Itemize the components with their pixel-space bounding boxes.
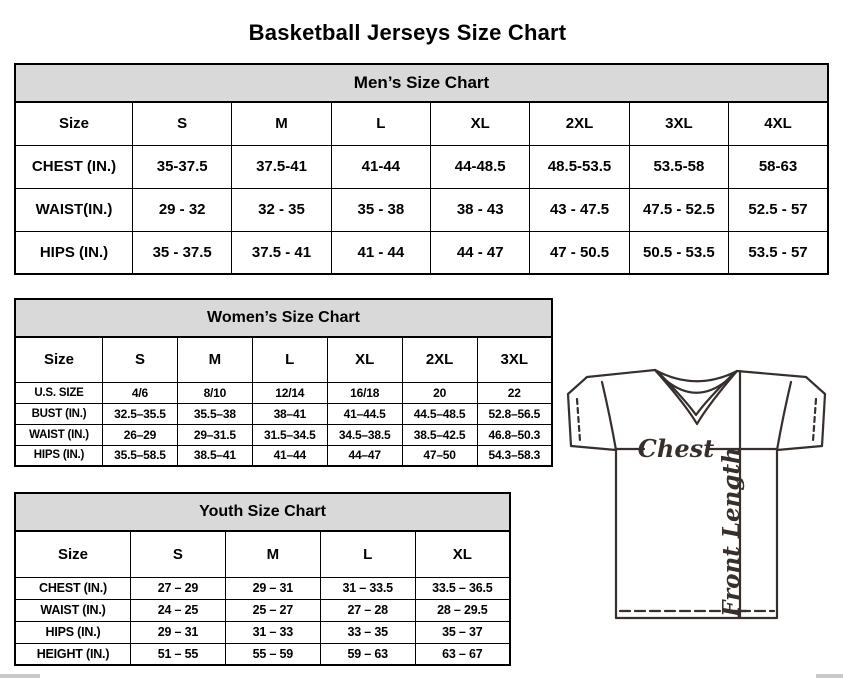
measurement-value-cell: 38.5–42.5 xyxy=(402,424,477,445)
mens-size-chart-section xyxy=(14,63,829,275)
size-column-header: L xyxy=(320,531,415,577)
measurement-row xyxy=(15,145,828,188)
measurement-value-cell: 44–47 xyxy=(327,445,402,466)
mens-chart-title: Men’s Size Chart xyxy=(14,63,829,103)
size-column-header: XL xyxy=(431,102,530,145)
measurement-value-cell: 20 xyxy=(402,382,477,403)
measurement-value-cell: 47 - 50.5 xyxy=(530,231,629,274)
measurement-value-cell: 41-44 xyxy=(331,145,430,188)
size-header-row xyxy=(15,531,510,577)
front-length-label: Front Length xyxy=(718,447,745,617)
right-armhole-seam-icon xyxy=(777,382,791,450)
measurement-row xyxy=(15,188,828,231)
size-column-header: M xyxy=(225,531,320,577)
measurement-value-cell: 26–29 xyxy=(103,424,178,445)
measurement-value-cell: 51 – 55 xyxy=(131,643,226,665)
measurement-row-label: HEIGHT (IN.) xyxy=(15,643,131,665)
size-column-header: XL xyxy=(415,531,510,577)
measurement-value-cell: 35-37.5 xyxy=(133,145,232,188)
measurement-value-cell: 22 xyxy=(477,382,552,403)
left-sleeve-stitch-icon xyxy=(577,399,580,441)
jersey-diagram-svg xyxy=(556,360,838,626)
size-column-header: M xyxy=(177,337,252,382)
measurement-value-cell: 41 - 44 xyxy=(331,231,430,274)
size-column-header: 3XL xyxy=(477,337,552,382)
size-column-header: 2XL xyxy=(530,102,629,145)
measurement-value-cell: 35 - 38 xyxy=(331,188,430,231)
measurement-row xyxy=(15,599,510,621)
measurement-value-cell: 33 – 35 xyxy=(320,621,415,643)
measurement-value-cell: 34.5–38.5 xyxy=(327,424,402,445)
size-column-header: S xyxy=(103,337,178,382)
measurement-value-cell: 46.8–50.3 xyxy=(477,424,552,445)
womens-size-table xyxy=(14,336,553,467)
measurement-value-cell: 37.5 - 41 xyxy=(232,231,331,274)
measurement-value-cell: 27 – 28 xyxy=(320,599,415,621)
size-corner-header: Size xyxy=(15,337,103,382)
size-header-row xyxy=(15,337,552,382)
measurement-row xyxy=(15,382,552,403)
womens-chart-title: Women’s Size Chart xyxy=(14,298,553,338)
measurement-value-cell: 35.5–58.5 xyxy=(103,445,178,466)
measurement-row-label: CHEST (IN.) xyxy=(15,577,131,599)
size-column-header: 2XL xyxy=(402,337,477,382)
measurement-value-cell: 35 - 37.5 xyxy=(133,231,232,274)
measurement-row xyxy=(15,577,510,599)
size-header-row xyxy=(15,102,828,145)
measurement-value-cell: 8/10 xyxy=(177,382,252,403)
measurement-row-label: WAIST (IN.) xyxy=(15,424,103,445)
vneck-inner-icon xyxy=(659,373,733,415)
measurement-value-cell: 50.5 - 53.5 xyxy=(629,231,728,274)
womens-size-chart-section xyxy=(14,298,553,467)
measurement-row xyxy=(15,231,828,274)
size-column-header: 4XL xyxy=(729,102,828,145)
left-armhole-seam-icon xyxy=(602,382,616,450)
measurement-value-cell: 55 – 59 xyxy=(225,643,320,665)
measurement-value-cell: 63 – 67 xyxy=(415,643,510,665)
measurement-value-cell: 52.8–56.5 xyxy=(477,403,552,424)
measurement-value-cell: 44-48.5 xyxy=(431,145,530,188)
measurement-row-label: WAIST(IN.) xyxy=(15,188,133,231)
measurement-value-cell: 59 – 63 xyxy=(320,643,415,665)
size-corner-header: Size xyxy=(15,531,131,577)
collar-arc-icon xyxy=(655,370,737,381)
measurement-value-cell: 12/14 xyxy=(252,382,327,403)
measurement-value-cell: 31 – 33.5 xyxy=(320,577,415,599)
measurement-row xyxy=(15,643,510,665)
page-title: Basketball Jerseys Size Chart xyxy=(248,19,567,45)
size-corner-header: Size xyxy=(15,102,133,145)
measurement-value-cell: 16/18 xyxy=(327,382,402,403)
chest-label: Chest xyxy=(637,434,715,463)
jersey-measurement-diagram xyxy=(556,360,838,626)
measurement-row-label: WAIST (IN.) xyxy=(15,599,131,621)
measurement-row xyxy=(15,424,552,445)
size-column-header: L xyxy=(331,102,430,145)
measurement-value-cell: 48.5-53.5 xyxy=(530,145,629,188)
measurement-value-cell: 53.5 - 57 xyxy=(729,231,828,274)
measurement-value-cell: 33.5 – 36.5 xyxy=(415,577,510,599)
measurement-value-cell: 54.3–58.3 xyxy=(477,445,552,466)
measurement-row-label: HIPS (IN.) xyxy=(15,445,103,466)
measurement-value-cell: 53.5-58 xyxy=(629,145,728,188)
measurement-value-cell: 32 - 35 xyxy=(232,188,331,231)
measurement-value-cell: 31 – 33 xyxy=(225,621,320,643)
measurement-value-cell: 38 - 43 xyxy=(431,188,530,231)
size-column-header: M xyxy=(232,102,331,145)
scrollbar-fragment-right[interactable] xyxy=(816,674,843,678)
right-sleeve-stitch-icon xyxy=(813,399,816,441)
size-column-header: L xyxy=(252,337,327,382)
measurement-value-cell: 52.5 - 57 xyxy=(729,188,828,231)
measurement-value-cell: 47–50 xyxy=(402,445,477,466)
youth-size-chart-section xyxy=(14,492,511,666)
measurement-value-cell: 28 – 29.5 xyxy=(415,599,510,621)
measurement-value-cell: 24 – 25 xyxy=(131,599,226,621)
measurement-row-label: HIPS (IN.) xyxy=(15,621,131,643)
measurement-value-cell: 41–44.5 xyxy=(327,403,402,424)
measurement-value-cell: 43 - 47.5 xyxy=(530,188,629,231)
measurement-value-cell: 25 – 27 xyxy=(225,599,320,621)
measurement-value-cell: 44.5–48.5 xyxy=(402,403,477,424)
measurement-row-label: U.S. SIZE xyxy=(15,382,103,403)
youth-chart-title: Youth Size Chart xyxy=(14,492,511,532)
measurement-row-label: HIPS (IN.) xyxy=(15,231,133,274)
measurement-value-cell: 32.5–35.5 xyxy=(103,403,178,424)
mens-size-table xyxy=(14,101,829,275)
measurement-row-label: CHEST (IN.) xyxy=(15,145,133,188)
measurement-value-cell: 31.5–34.5 xyxy=(252,424,327,445)
size-column-header: S xyxy=(131,531,226,577)
measurement-value-cell: 35 – 37 xyxy=(415,621,510,643)
measurement-value-cell: 38.5–41 xyxy=(177,445,252,466)
measurement-value-cell: 38–41 xyxy=(252,403,327,424)
measurement-value-cell: 41–44 xyxy=(252,445,327,466)
measurement-value-cell: 58-63 xyxy=(729,145,828,188)
measurement-value-cell: 29 – 31 xyxy=(225,577,320,599)
measurement-row xyxy=(15,403,552,424)
size-column-header: 3XL xyxy=(629,102,728,145)
size-column-header: XL xyxy=(327,337,402,382)
measurement-value-cell: 29–31.5 xyxy=(177,424,252,445)
measurement-value-cell: 4/6 xyxy=(103,382,178,403)
measurement-row-label: BUST (IN.) xyxy=(15,403,103,424)
measurement-value-cell: 35.5–38 xyxy=(177,403,252,424)
measurement-value-cell: 29 – 31 xyxy=(131,621,226,643)
measurement-value-cell: 37.5-41 xyxy=(232,145,331,188)
scrollbar-fragment-left[interactable] xyxy=(0,674,40,678)
measurement-value-cell: 29 - 32 xyxy=(133,188,232,231)
measurement-row xyxy=(15,445,552,466)
youth-size-table xyxy=(14,530,511,666)
measurement-value-cell: 47.5 - 52.5 xyxy=(629,188,728,231)
measurement-value-cell: 27 – 29 xyxy=(131,577,226,599)
size-column-header: S xyxy=(133,102,232,145)
measurement-value-cell: 44 - 47 xyxy=(431,231,530,274)
measurement-row xyxy=(15,621,510,643)
